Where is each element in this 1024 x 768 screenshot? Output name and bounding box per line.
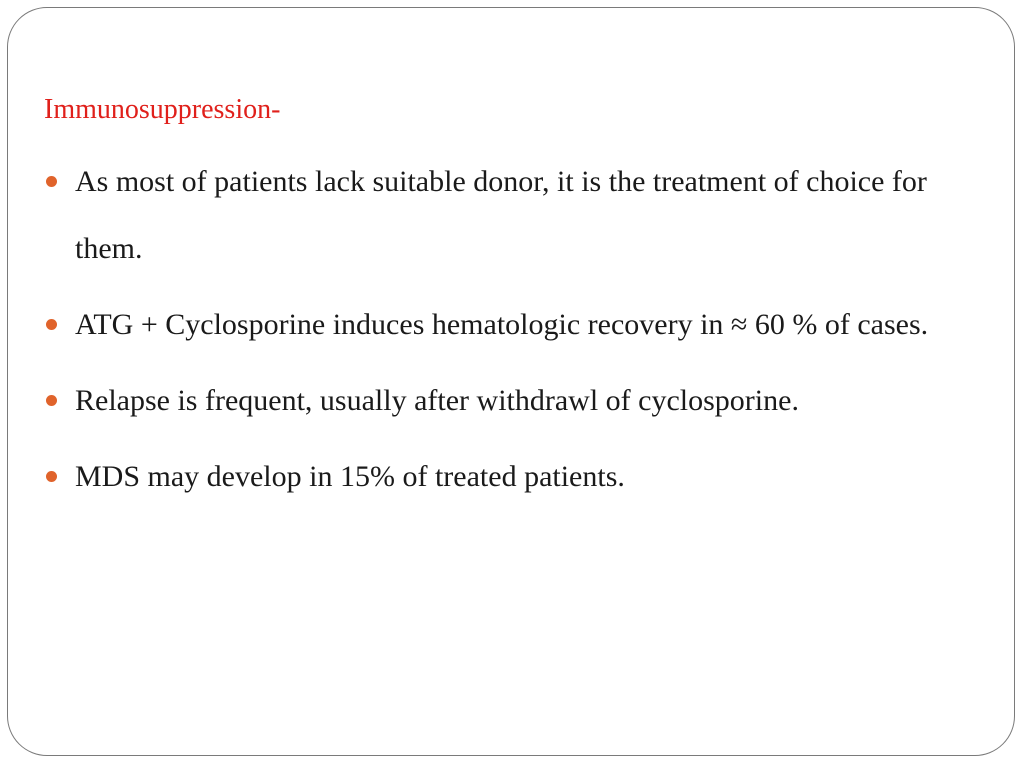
bullet-dot-icon bbox=[46, 471, 57, 482]
bullet-text: Relapse is frequent, usually after withdrawl of cyclosporine. bbox=[75, 384, 799, 417]
bullet-item bbox=[44, 367, 994, 434]
slide-heading: Immunosuppression- bbox=[44, 94, 281, 125]
bullet-item bbox=[44, 443, 994, 510]
bullet-dot-icon bbox=[46, 319, 57, 330]
bullet-text: MDS may develop in 15% of treated patients. bbox=[75, 460, 625, 493]
bullet-item bbox=[44, 291, 994, 358]
bullet-dot-icon bbox=[46, 395, 57, 406]
bullet-text: As most of patients lack suitable donor, it is the treatment of choice for them. bbox=[75, 165, 927, 265]
bullet-dot-icon bbox=[46, 176, 57, 187]
bullet-list bbox=[44, 148, 994, 519]
bullet-text: ATG + Cyclosporine induces hematologic recovery in ≈ 60 % of cases. bbox=[75, 308, 929, 341]
slide-frame bbox=[7, 7, 1015, 756]
bullet-item bbox=[44, 148, 994, 282]
